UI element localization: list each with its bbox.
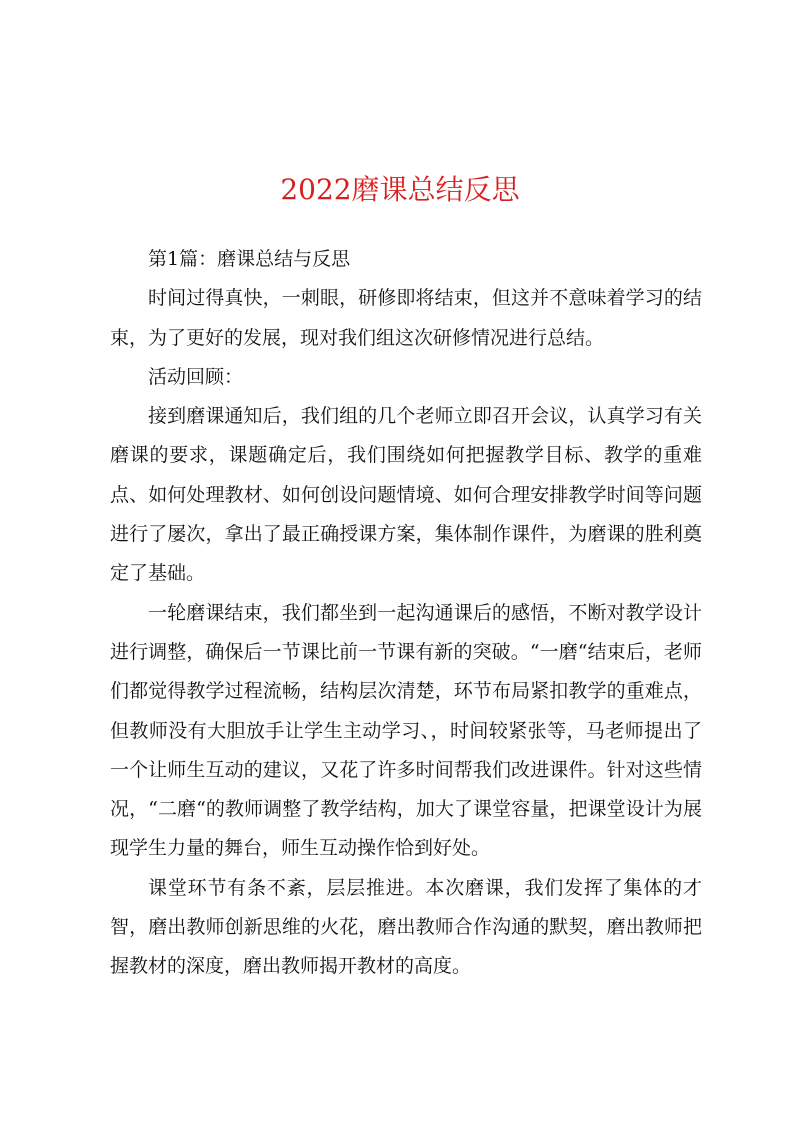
paragraph: 时间过得真快，一刺眼，研修即将结束，但这并不意味着学习的结束，为了更好的发展，现对我们组这次研修情况进行总结。	[110, 287, 702, 349]
section-heading: 第1篇：磨课总结与反思	[148, 248, 351, 270]
paragraph: 一轮磨课结束，我们都坐到一起沟通课后的感悟，不断对教学设计进行调整，确保后一节课比前一节课有新的突破。“一磨“结束后，老师们都觉得教学过程流畅，结构层次清楚，环节布局紧扣教学的重难点，但教师没有大胆放手让学生主动学习、，时间较紧张等，马老师提出了一个让师生互动的建议，又花了许多时间帮我们改进课件。针对这些情况，“二磨“的教师调整了教学结构，加大了课堂容量，把课堂设计为展现学生力量的舞台，师生互动操作恰到好处。	[110, 601, 702, 860]
section-label: 活动回顾：	[148, 365, 244, 388]
document-title: 2022磨课总结反思	[280, 173, 520, 206]
document-body	[110, 240, 702, 987]
paragraph: 接到磨课通知后，我们组的几个老师立即召开会议，认真学习有关磨课的要求，课题确定后，我们围绕如何把握教学目标、教学的重难点、如何处理教材、如何创设问题情境、如何合理安排教学时间等问题进行了屡次，拿出了最正确授课方案，集体制作课件，为磨课的胜利奠定了基础。	[110, 405, 702, 585]
paragraph: 课堂环节有条不紊，层层推进。本次磨课，我们发挥了集体的才智，磨出教师创新思维的火花，磨出教师合作沟通的默契，磨出教师把握教材的深度，磨出教师揭开教材的高度。	[110, 876, 702, 978]
